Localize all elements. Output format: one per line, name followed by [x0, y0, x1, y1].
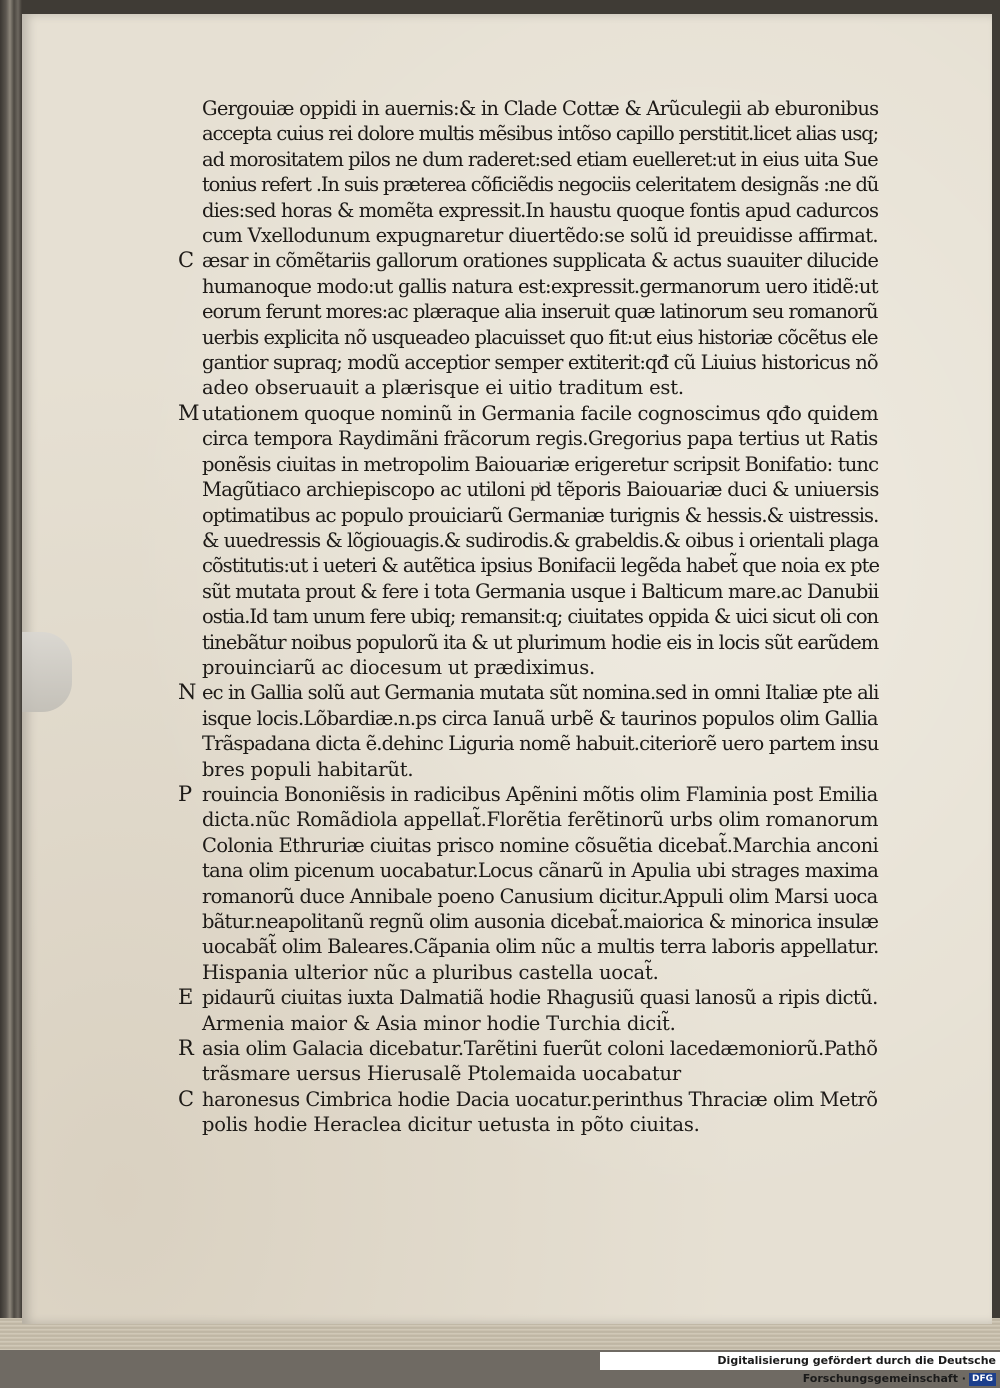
text-line: circa tempora Raydimãni frãcorum regis.Gregorius papa tertius ut Ratis — [202, 427, 878, 451]
footer-text: Digitalisierung gefördert durch die Deutsche Forschungsgemeinschaft · — [717, 1354, 996, 1385]
text-line: humanoque modo:ut gallis natura est:expressit.germanorum uero itidẽ:ut — [202, 274, 878, 298]
text-line: bres populi habitarũt. — [202, 757, 414, 781]
text-line: cõstitutis:ut i ueteri & autẽtica ipsius Bonifacii legẽda habet̃ que noia ex pte — [202, 554, 880, 578]
paragraph — [178, 985, 878, 1036]
text-line: Magũtiaco archiepiscopo ac utiloni pͥd tẽporis Baiouariæ duci & uniuersis — [202, 478, 879, 502]
text-line: ostia.Id tam unum fere ubiq; remansit:q; ciuitates oppida & uici sicut oli con — [202, 605, 879, 629]
text-line: rouincia Bononiẽsis in radicibus Apẽnini mõtis olim Flaminia post Emilia — [202, 782, 878, 806]
digitization-footer — [600, 1352, 1000, 1385]
text-line: dicta.nũc Romãdiola appellat̃.Florẽtia ferẽtinorũ urbs olim romanorum — [202, 808, 879, 832]
paragraph — [178, 96, 878, 248]
text-line: æsar in cõmẽtariis gallorum orationes supplicata & actus suauiter dilucide — [202, 249, 879, 273]
text-block — [178, 96, 878, 1138]
dfg-logo: DFG — [969, 1373, 996, 1386]
text-line: trãsmare uersus Hierusalẽ Ptolemaida uocabatur — [202, 1062, 682, 1086]
text-line: isque locis.Lõbardiæ.n.ps circa Ianuã urbẽ & taurinos populos olim Gallia — [202, 706, 878, 730]
paragraph — [178, 680, 878, 782]
paragraph — [178, 782, 878, 985]
text-line: Armenia maior & Asia minor hodie Turchia dicit̃. — [202, 1011, 676, 1035]
text-line: optimatibus ac populo prouiciarũ Germaniæ turignis & hessis.& uistressis. — [202, 503, 879, 527]
page-clip — [22, 632, 72, 712]
initial-letter: R — [178, 1036, 194, 1061]
paragraph — [178, 248, 878, 400]
initial-letter: C — [178, 1086, 194, 1111]
initial-letter: P — [178, 781, 192, 806]
text-line: cum Vxellodunum expugnaretur diuertẽdo:se solũ id preuidisse affirmat. — [202, 224, 878, 248]
text-line: tana olim picenum uocabatur.Locus cãnarũ in Apulia ubi strages maxima — [202, 859, 879, 883]
paragraph — [178, 1036, 878, 1087]
text-line: ponẽsis ciuitas in metropolim Baiouariæ erigeretur scripsit Bonifatio: tunc — [202, 452, 879, 476]
text-line: Gergouiæ oppidi in auernis:& in Clade Cottæ & Arũculegii ab eburonibus — [202, 97, 879, 120]
text-line: & uuedressis & lõgiouagis.& sudirodis.& grabeldis.& oibus i orientali plaga — [202, 528, 879, 552]
text-line: tinebãtur noibus populorũ ita & ut plurimum hodie eis in locis sũt earũdem — [202, 630, 879, 654]
paragraph — [178, 401, 878, 680]
text-line: prouinciarũ ac diocesum ut prædiximus. — [202, 655, 596, 679]
text-line: Hispania ulterior nũc a pluribus castella uocat̃. — [202, 960, 659, 984]
initial-letter: C — [178, 248, 194, 273]
text-line: sũt mutata prout & fere i tota Germania usque i Balticum mare.ac Danubii — [202, 579, 879, 603]
text-line: ad morositatem pilos ne dum raderet:sed etiam euelleret:ut in eius uita Sue — [202, 147, 878, 171]
text-line: uocabãt̃ olim Baleares.Cãpania olim nũc a multis terra laboris appellatur. — [202, 935, 879, 959]
text-line: romanorũ duce Annibale poeno Canusium dicitur.Appuli olim Marsi uoca — [202, 884, 878, 908]
text-line: pidaurũ ciuitas iuxta Dalmatiã hodie Rhagusiũ quasi lanosũ a ripis dictũ. — [202, 986, 878, 1010]
text-line: utationem quoque nominũ in Germania facile cognoscimus qđo quidem — [202, 401, 879, 425]
text-line: accepta cuius rei dolore multis mẽsibus intõso capillo perstitit.licet alias usq; — [202, 122, 879, 146]
text-line: gantior supraq; modũ acceptior semper extiterit:qđ cũ Liuius historicus nõ — [202, 351, 878, 375]
paragraph — [178, 1087, 878, 1138]
text-line: dies:sed horas & momẽta expressit.In haustu quoque fontis apud cadurcos — [202, 198, 879, 222]
text-line: uerbis explicita nõ usqueadeo placuisset quo fit:ut eius historiæ cõcẽtus ele — [202, 325, 878, 349]
initial-letter: N — [178, 680, 197, 705]
text-line: asia olim Galacia dicebatur.Tarẽtini fuerũt coloni lacedæmoniorũ.Pathõ — [202, 1037, 878, 1061]
text-line: Trãspadana dicta ẽ.dehinc Liguria nomẽ habuit.citeriorẽ uero partem insu — [202, 732, 879, 756]
text-line: ec in Gallia solũ aut Germania mutata sũt nomina.sed in omni Italiæ pte ali — [202, 681, 879, 705]
text-line: eorum ferunt mores:ac plæraque alia inseruit quæ latinorum seu romanorũ — [202, 300, 878, 324]
text-line: Colonia Ethruriæ ciuitas prisco nomine cõsuẽtia dicebat̃.Marchia anconi — [202, 833, 879, 857]
text-line: bãtur.neapolitanũ regnũ olim ausonia dicebat̃.maiorica & minorica insulæ — [202, 910, 879, 933]
text-line: tonius refert .In suis præterea cõficiẽdis negociis celeritatem designãs :ne dũ — [202, 173, 879, 197]
text-line: adeo obseruauit a plærisque ei uitio traditum est. — [202, 376, 684, 400]
initial-letter: M — [178, 400, 200, 425]
initial-letter: E — [178, 985, 194, 1010]
text-line: haronesus Cimbrica hodie Dacia uocatur.perinthus Thraciæ olim Metrõ — [202, 1087, 878, 1111]
text-line: polis hodie Heraclea dicitur uetusta in põto ciuitas. — [202, 1113, 700, 1137]
